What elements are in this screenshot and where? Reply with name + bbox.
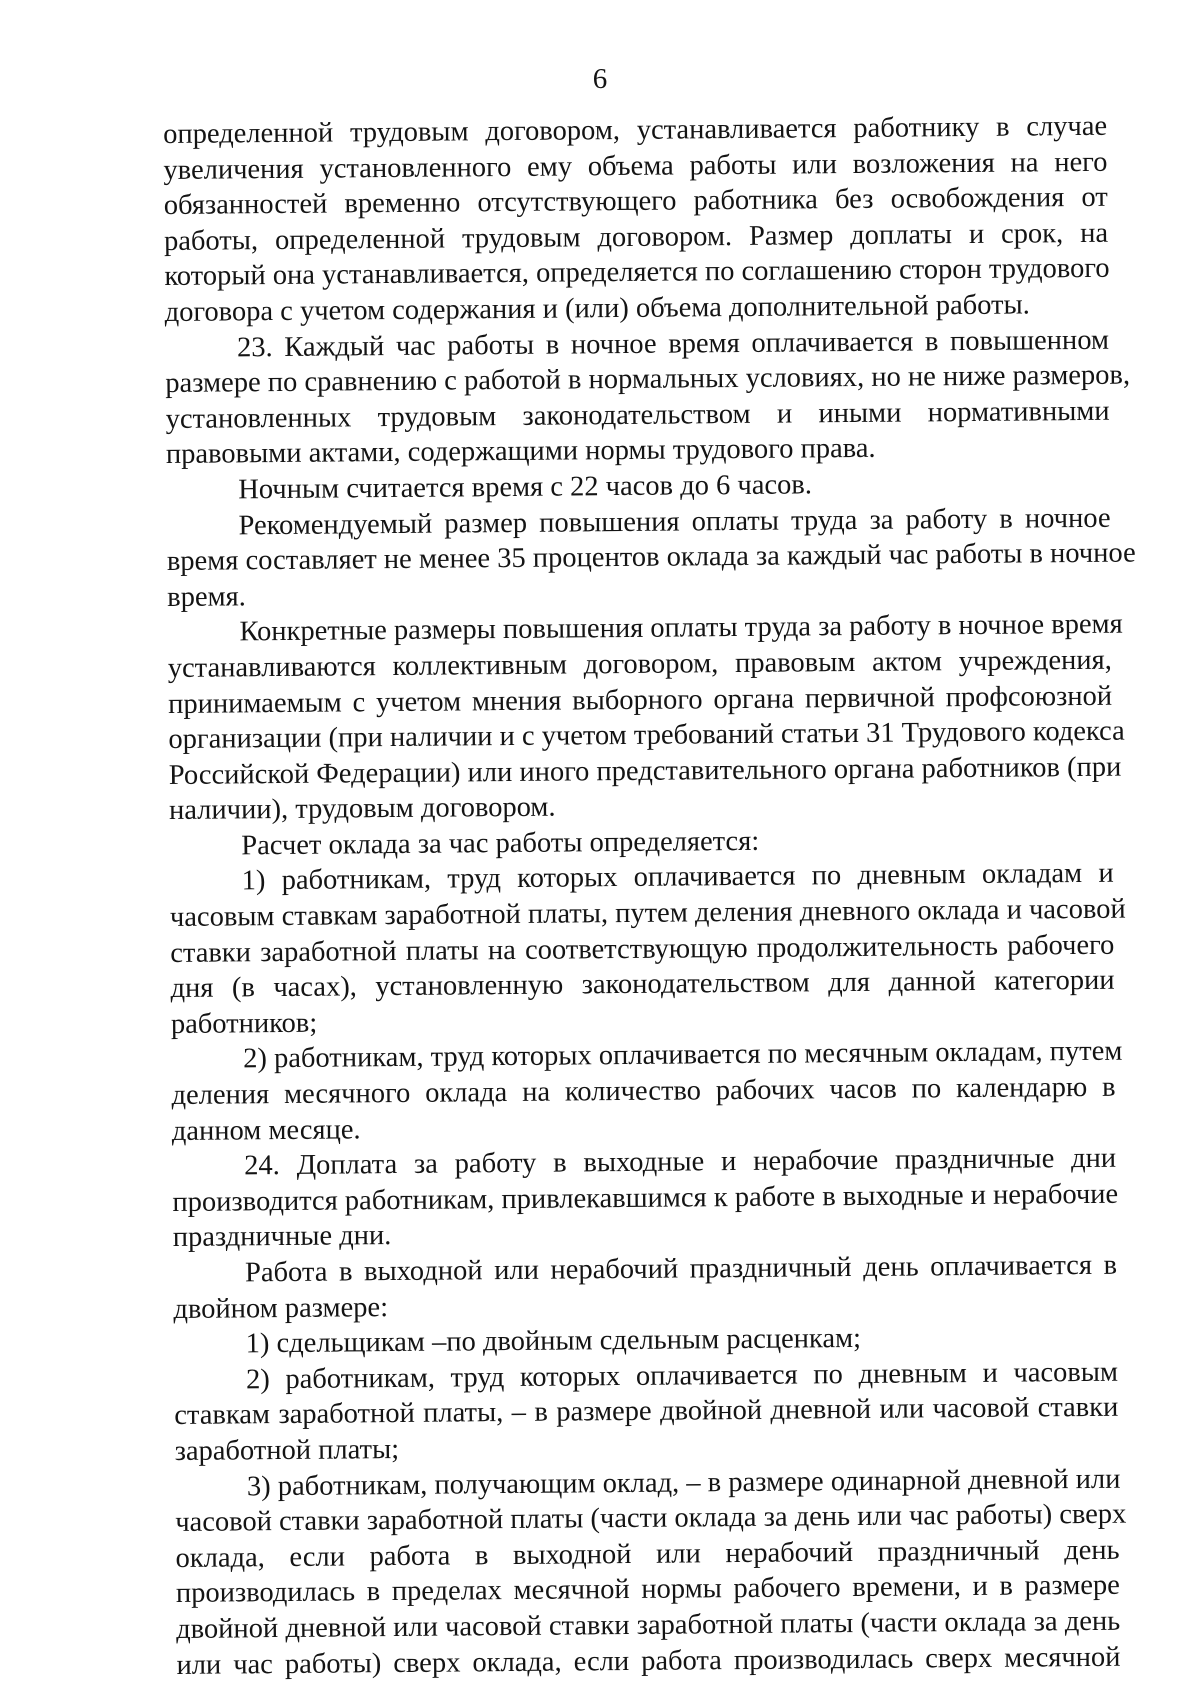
text-line: правовыми актами, содержащими нормы трудового права. bbox=[165, 433, 876, 471]
text-line: увеличения установленного ему объема работы или возложения на него bbox=[163, 146, 1108, 186]
text-line: Работа в выходной или нерабочий праздничный день оплачивается в bbox=[244, 1249, 1118, 1289]
text-line: ставкам заработной платы, – в размере двойной дневной или часовой ставки bbox=[174, 1392, 1119, 1432]
text-line: время составляет не менее 35 процентов оклада за каждый час работы в ночное bbox=[166, 537, 1136, 578]
text-line: время. bbox=[167, 581, 246, 613]
text-line: определенной трудовым договором, устанавливается работнику в случае bbox=[163, 110, 1108, 150]
page-number: 6 bbox=[592, 63, 608, 95]
text-line: который она устанавливается, определяется по соглашению сторон трудового bbox=[164, 253, 1110, 293]
text-line: 24. Доплата за работу в выходные и нерабочие праздничные дни bbox=[244, 1142, 1117, 1182]
text-line: 1) сдельщикам –по двойным сдельным расценкам; bbox=[245, 1323, 862, 1360]
text-line: размере по сравнению с работой в нормальных условиях, но не ниже размеров, bbox=[165, 359, 1131, 400]
text-line: производилась в пределах месячной нормы рабочего времени, и в размере bbox=[175, 1570, 1120, 1610]
text-line: Рекомендуемый размер повышения оплаты труда за работу в ночное bbox=[238, 502, 1111, 541]
text-line: дня (в часах), установленную законодательством для данной категории bbox=[170, 964, 1115, 1005]
text-line: работников; bbox=[170, 1007, 318, 1040]
text-line: Расчет оклада за час работы определяется: bbox=[241, 825, 760, 862]
text-line: ставки заработной платы на соответствующую продолжительность рабочего bbox=[170, 929, 1115, 969]
text-line: установленных трудовым законодательством и иными нормативными bbox=[165, 395, 1110, 435]
text-line: двойной дневной или часовой ставки заработной платы (части оклада за день bbox=[176, 1605, 1121, 1645]
text-line: часовым ставкам заработной платы, путем деления дневного оклада и часовой bbox=[169, 893, 1126, 934]
text-line: заработной платы; bbox=[174, 1433, 400, 1467]
body-text bbox=[163, 109, 1136, 1683]
text-line: данном месяце. bbox=[171, 1113, 361, 1147]
text-line: двойном размере: bbox=[173, 1291, 389, 1325]
text-line: 23. Каждый час работы в ночное время оплачивается в повышенном bbox=[236, 324, 1110, 363]
text-line: принимаемым с учетом мнения выборного органа первичной профсоюзной bbox=[167, 680, 1113, 720]
text-line: часовой ставки заработной платы (части оклада за день или час работы) сверх bbox=[175, 1498, 1127, 1539]
text-line: или час работы) сверх оклада, если работа производилась сверх месячной bbox=[176, 1641, 1121, 1681]
text-line: 1) работникам, труд которых оплачивается по дневным окладам и bbox=[241, 858, 1114, 897]
text-line: праздничные дни. bbox=[172, 1220, 392, 1254]
text-line: организации (при наличии и с учетом требований статьи 31 Трудового кодекса bbox=[168, 715, 1125, 756]
text-line: 2) работникам, труд которых оплачивается по месячным окладам, путем bbox=[243, 1036, 1123, 1075]
text-line: устанавливаются коллективным договором, правовым актом учреждения, bbox=[167, 644, 1112, 684]
text-line: 2) работникам, труд которых оплачивается по дневным и часовым bbox=[245, 1356, 1119, 1396]
text-line: работы, определенной трудовым договором. Размер доплаты и срок, на bbox=[163, 217, 1109, 257]
text-line: обязанностей временно отсутствующего работника без освобождения от bbox=[163, 181, 1108, 222]
text-line: Российской Федерации) или иного представительного органа работников (при bbox=[168, 751, 1122, 791]
text-line: договора с учетом содержания и (или) объема дополнительной работы. bbox=[164, 289, 1030, 328]
text-line: Конкретные размеры повышения оплаты труда за работу в ночное время bbox=[239, 608, 1123, 648]
text-line: производится работникам, привлекавшимся к работе в выходные и нерабочие bbox=[172, 1178, 1119, 1218]
text-line: оклада, если работа в выходной или нерабочий праздничный день bbox=[175, 1534, 1120, 1574]
text-line: 3) работникам, получающим оклад, – в размере одинарной дневной или bbox=[246, 1463, 1121, 1502]
text-line: наличии), трудовым договором. bbox=[168, 791, 556, 827]
text-line: деления месячного оклада на количество рабочих часов по календарю в bbox=[171, 1071, 1116, 1111]
text-line: Ночным считается время с 22 часов до 6 часов. bbox=[238, 469, 813, 506]
